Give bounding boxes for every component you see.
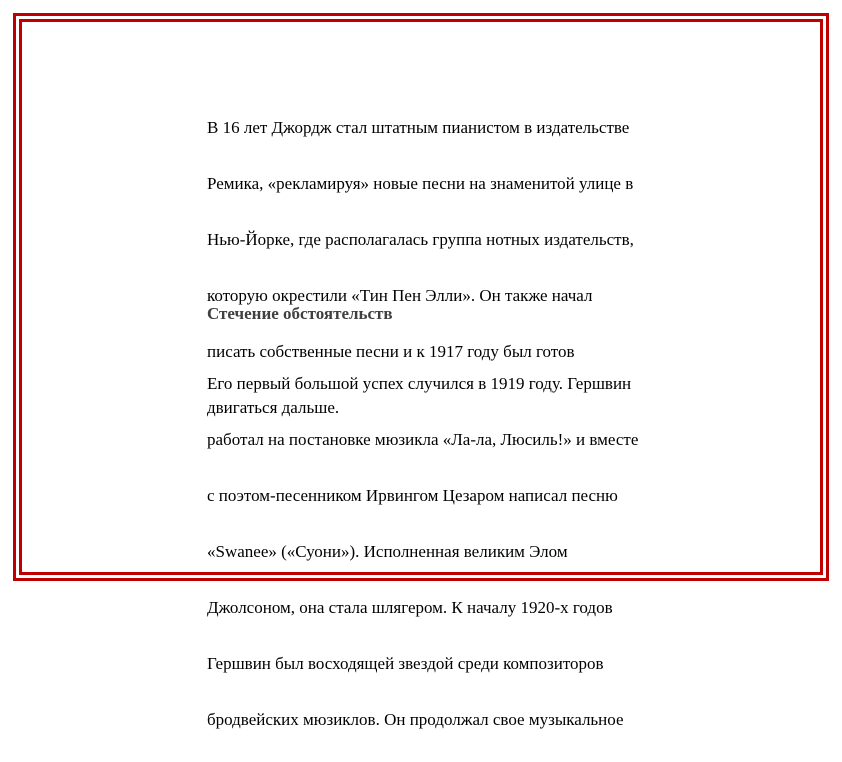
paragraph-1-line: которую окрестили «Тин Пен Элли». Он также начал (207, 286, 593, 305)
paragraph-2 (207, 342, 727, 762)
paragraph-2-line: с поэтом-песенником Ирвингом Цезаром написал песню (207, 486, 618, 505)
paragraph-1-line: писать собственные песни и к 1917 году был готов (207, 342, 575, 361)
paragraph-2-line: «Swanee» («Суони»). Исполненная великим Элом (207, 542, 568, 561)
paragraph-2-line: Его первый большой успех случился в 1919 году. Гершвин (207, 374, 632, 393)
paragraph-1-line: Нью-Йорке, где располагалась группа нотных издательств, (207, 230, 634, 249)
paragraph-1-line: В 16 лет Джордж стал штатным пианистом в издательстве (207, 118, 630, 137)
paragraph-2-line: Гершвин был восходящей звездой среди композиторов (207, 654, 604, 673)
paragraph-2-line: Джолсоном, она стала шлягером. К началу 1920-х годов (207, 598, 613, 617)
section-heading: Стечение обстоятельств (207, 304, 393, 323)
paragraph-1-line: двигаться дальше. (207, 398, 340, 417)
document-body (207, 86, 727, 729)
paragraph-1-line: Ремика, «рекламируя» новые песни на знаменитой улице в (207, 174, 634, 193)
paragraph-2-line: бродвейских мюзиклов. Он продолжал свое музыкальное (207, 710, 624, 729)
paragraph-2-line: работал на постановке мюзикла «Ла-ла, Люсиль!» и вместе (207, 430, 639, 449)
